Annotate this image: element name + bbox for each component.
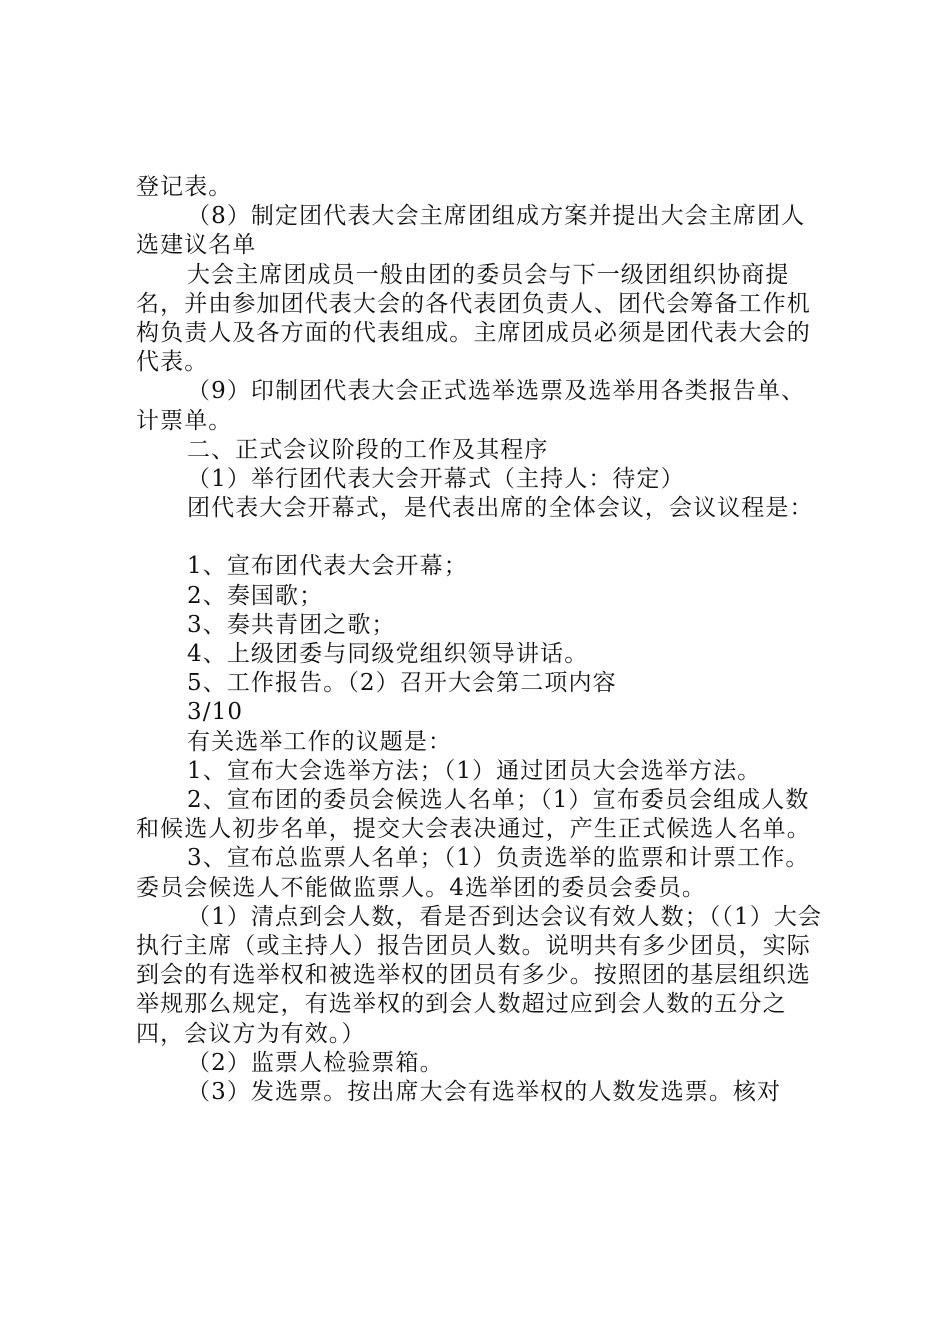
section-heading: 二、正式会议阶段的工作及其程序 xyxy=(187,436,549,463)
paragraph: （2）监票人检验票箱。 xyxy=(187,1049,444,1076)
paragraph: 大会主席团成员一般由团的委员会与下一级团组织协商提名，并由参加团代表大会的各代表团负责人、团代会筹备工作机构负责人及各方面的代表组成。主席团成员必须是团代表大会的代表。 xyxy=(136,261,811,376)
paragraph: （1）举行团代表大会开幕式（主持人：待定） xyxy=(187,466,685,493)
list-item: 1、宣布团代表大会开幕； xyxy=(187,553,468,580)
paragraph: 团代表大会开幕式，是代表出席的全体会议，会议议程是： xyxy=(187,495,814,522)
blank-line xyxy=(136,523,826,552)
paragraph: 有关选举工作的议题是： xyxy=(187,728,453,755)
list-item: 4、上级团委与同级党组织领导讲话。 xyxy=(187,641,589,668)
paragraph: 登记表。 xyxy=(136,174,233,200)
list-item: 2、奏国歌； xyxy=(187,582,324,609)
list-item: 1、宣布大会选举方法；（1）通过团员大会选举方法。 xyxy=(187,757,762,784)
paragraph: （8）制定团代表大会主席团组成方案并提出大会主席团人选建议名单 xyxy=(136,203,806,259)
list-item: 2、宣布团的委员会候选人名单；（1）宣布委员会组成人数和候选人初步名单，提交大会表决通过，产生正式候选人名单。 xyxy=(136,787,811,843)
list-item: 3、奏共青团之歌； xyxy=(187,611,396,638)
document-body xyxy=(136,173,826,1107)
list-item: 3、宣布总监票人名单；（1）负责选举的监票和计票工作。委员会候选人不能做监票人。4选举团的委员会委员。 xyxy=(136,845,810,901)
paragraph: （9）印制团代表大会正式选举选票及选举用各类报告单、计票单。 xyxy=(136,378,806,434)
paragraph: （3）发选票。按出席大会有选举权的人数发选票。核对 xyxy=(187,1079,782,1106)
list-item: 5、工作报告。（2）召开大会第二项内容 xyxy=(187,670,617,697)
paragraph: （1）清点到会人数，看是否到达会议有效人数；（（1）大会执行主席（或主持人）报告团员人数。说明共有多少团员，实际到会的有选举权和被选举权的团员有多少。按照团的基层组织选举规那么规定，有选举权的到会人数超过应到会人数的五分之四，会议方为有效。） xyxy=(136,903,823,1047)
page-number: 3/10 xyxy=(187,699,244,726)
